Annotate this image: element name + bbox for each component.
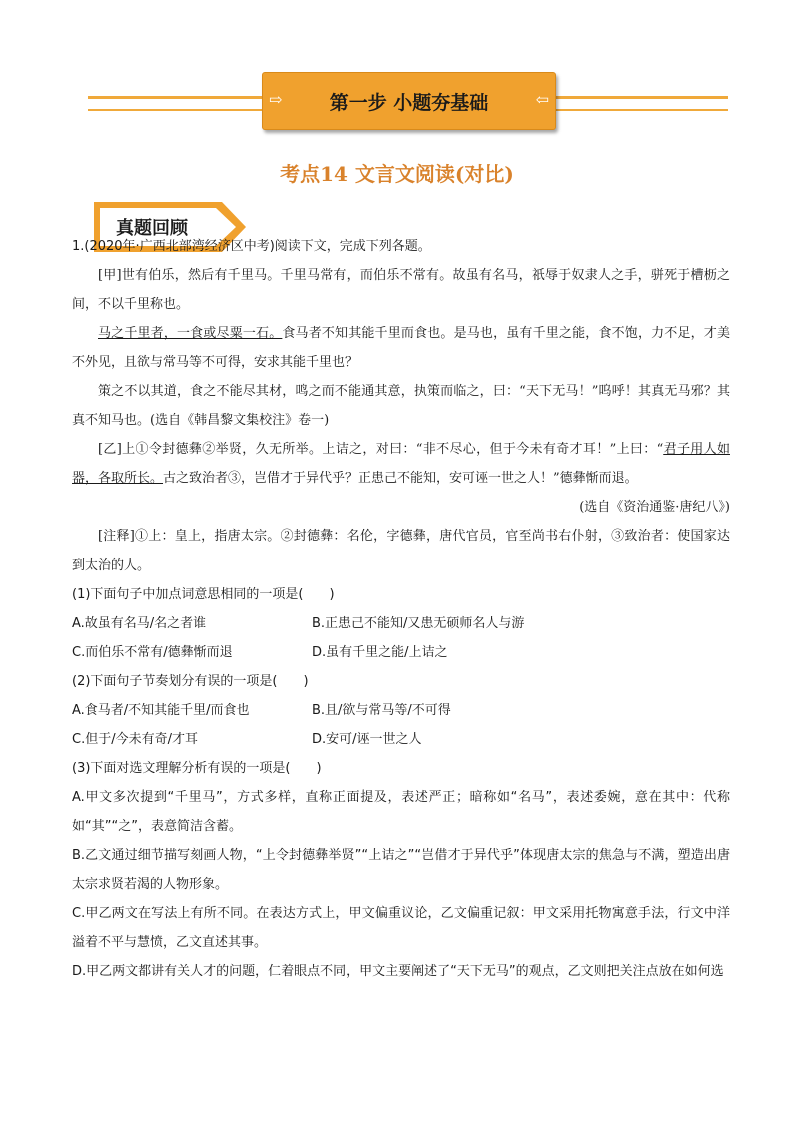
arrow-left-icon: ⇦ [535,90,549,109]
passage-jia-1: [甲]世有伯乐，然后有千里马。千里马常有，而伯乐不常有。故虽有名马，祇辱于奴隶人之手，骈死于槽枥之间，不以千里称也。 [72,268,730,312]
topic-title: 考点14 文言文阅读(对比) [280,162,514,186]
underlined-sentence: 马之千里者，一食或尽粟一石。 [98,326,283,341]
option-d[interactable]: D.甲乙两文都讲有关人才的问题，仁着眼点不同，甲文主要阐述了“天下无马”的观点，乙文则把关注点放在如何选 [72,964,724,979]
banner-line-left [88,96,262,111]
passage-jia-2 [72,319,730,377]
sub-question-1: (1)下面句子中加点词意思相同的一项是( ) [72,587,335,602]
passage-yi-b: 古之致治者③，岂借才于异代乎？正患己不能知，安可诬一世之人！”德彝惭而退。 [163,471,638,486]
sub-question-2: (2)下面句子节奏划分有误的一项是( ) [72,674,309,689]
option-a[interactable]: A.甲文多次提到“千里马”，方式多样，直称正面提及，表述严正；暗称如“名马”，表述委婉，意在其中：代称如“其”“之”，表意简洁含蓄。 [72,790,730,834]
passage-yi-a: [乙]上①令封德彝②举贤，久无所举。上诘之，对曰：“非不尽心，但于今未有奇才耳！”上曰：“ [98,442,664,457]
passage-jia-2-rest: 食马者不知其能千里而食也。是马也，虽有千里之能，食不饱，力不足，才美不外见，且欲与常马等不可得，安求其能千里也？ [72,326,730,370]
options-row [72,638,730,667]
option-d[interactable]: D.虽有千里之能/上诘之 [312,645,448,660]
arrow-right-icon: ⇨ [269,90,283,109]
passage-yi [72,435,730,493]
option-b[interactable]: B.乙文通过细节描写刻画人物，“上令封德彝举贤”“上诘之”“岂借才于异代乎”体现唐太宗的焦急与不满，塑造出唐太宗求贤若渴的人物形象。 [72,848,730,892]
banner-title: 第一步 小题夯基础 [329,91,489,114]
option-b[interactable]: B.且/欲与常马等/不可得 [312,703,451,718]
option-c[interactable]: C.但于/今未有奇/才耳 [72,732,198,747]
option-d[interactable]: D.安可/诬一世之人 [312,732,422,747]
options-row [72,696,730,725]
passage-jia-3: 策之不以其道，食之不能尽其材，鸣之而不能通其意，执策而临之，曰：“天下无马！”呜呼！其真无马邪？其真不知马也。(选自《韩昌黎文集校注》卷一) [72,384,730,428]
question-intro: 1.(2020年·广西北部湾经济区中考)阅读下文，完成下列各题。 [72,239,431,254]
option-c[interactable]: C.甲乙两文在写法上有所不同。在表达方式上，甲文偏重议论，乙文偏重记叙：甲文采用托物寓意手法，行文中洋溢着不平与慧愤，乙文直述其事。 [72,906,730,950]
options-row [72,725,730,754]
banner-line-right [554,96,728,111]
passage-source: (选自《资治通鉴·唐纪八》) [579,500,730,515]
annotation-notes: [注释]①上：皇上，指唐太宗。②封德彝：名伦，字德彝，唐代官员，官至尚书右仆射，③致治者：使国家达到太治的人。 [72,529,730,573]
option-b[interactable]: B.正患己不能知/又患无硕师名人与游 [312,616,525,631]
question-content [72,232,730,986]
options-row [72,609,730,638]
banner-box [262,72,556,130]
option-c[interactable]: C.而伯乐不常有/德彝惭而退 [72,645,233,660]
option-a[interactable]: A.食马者/不知其能千里/而食也 [72,703,250,718]
sub-question-3: (3)下面对选文理解分析有误的一项是( ) [72,761,322,776]
underlined-sentence-yi: 君子用人如器，各取所长。 [72,442,730,486]
step-banner [88,72,728,130]
option-a[interactable]: A.故虽有名马/名之者谁 [72,616,207,631]
section-tag-label: 真题回顾 [116,218,188,239]
